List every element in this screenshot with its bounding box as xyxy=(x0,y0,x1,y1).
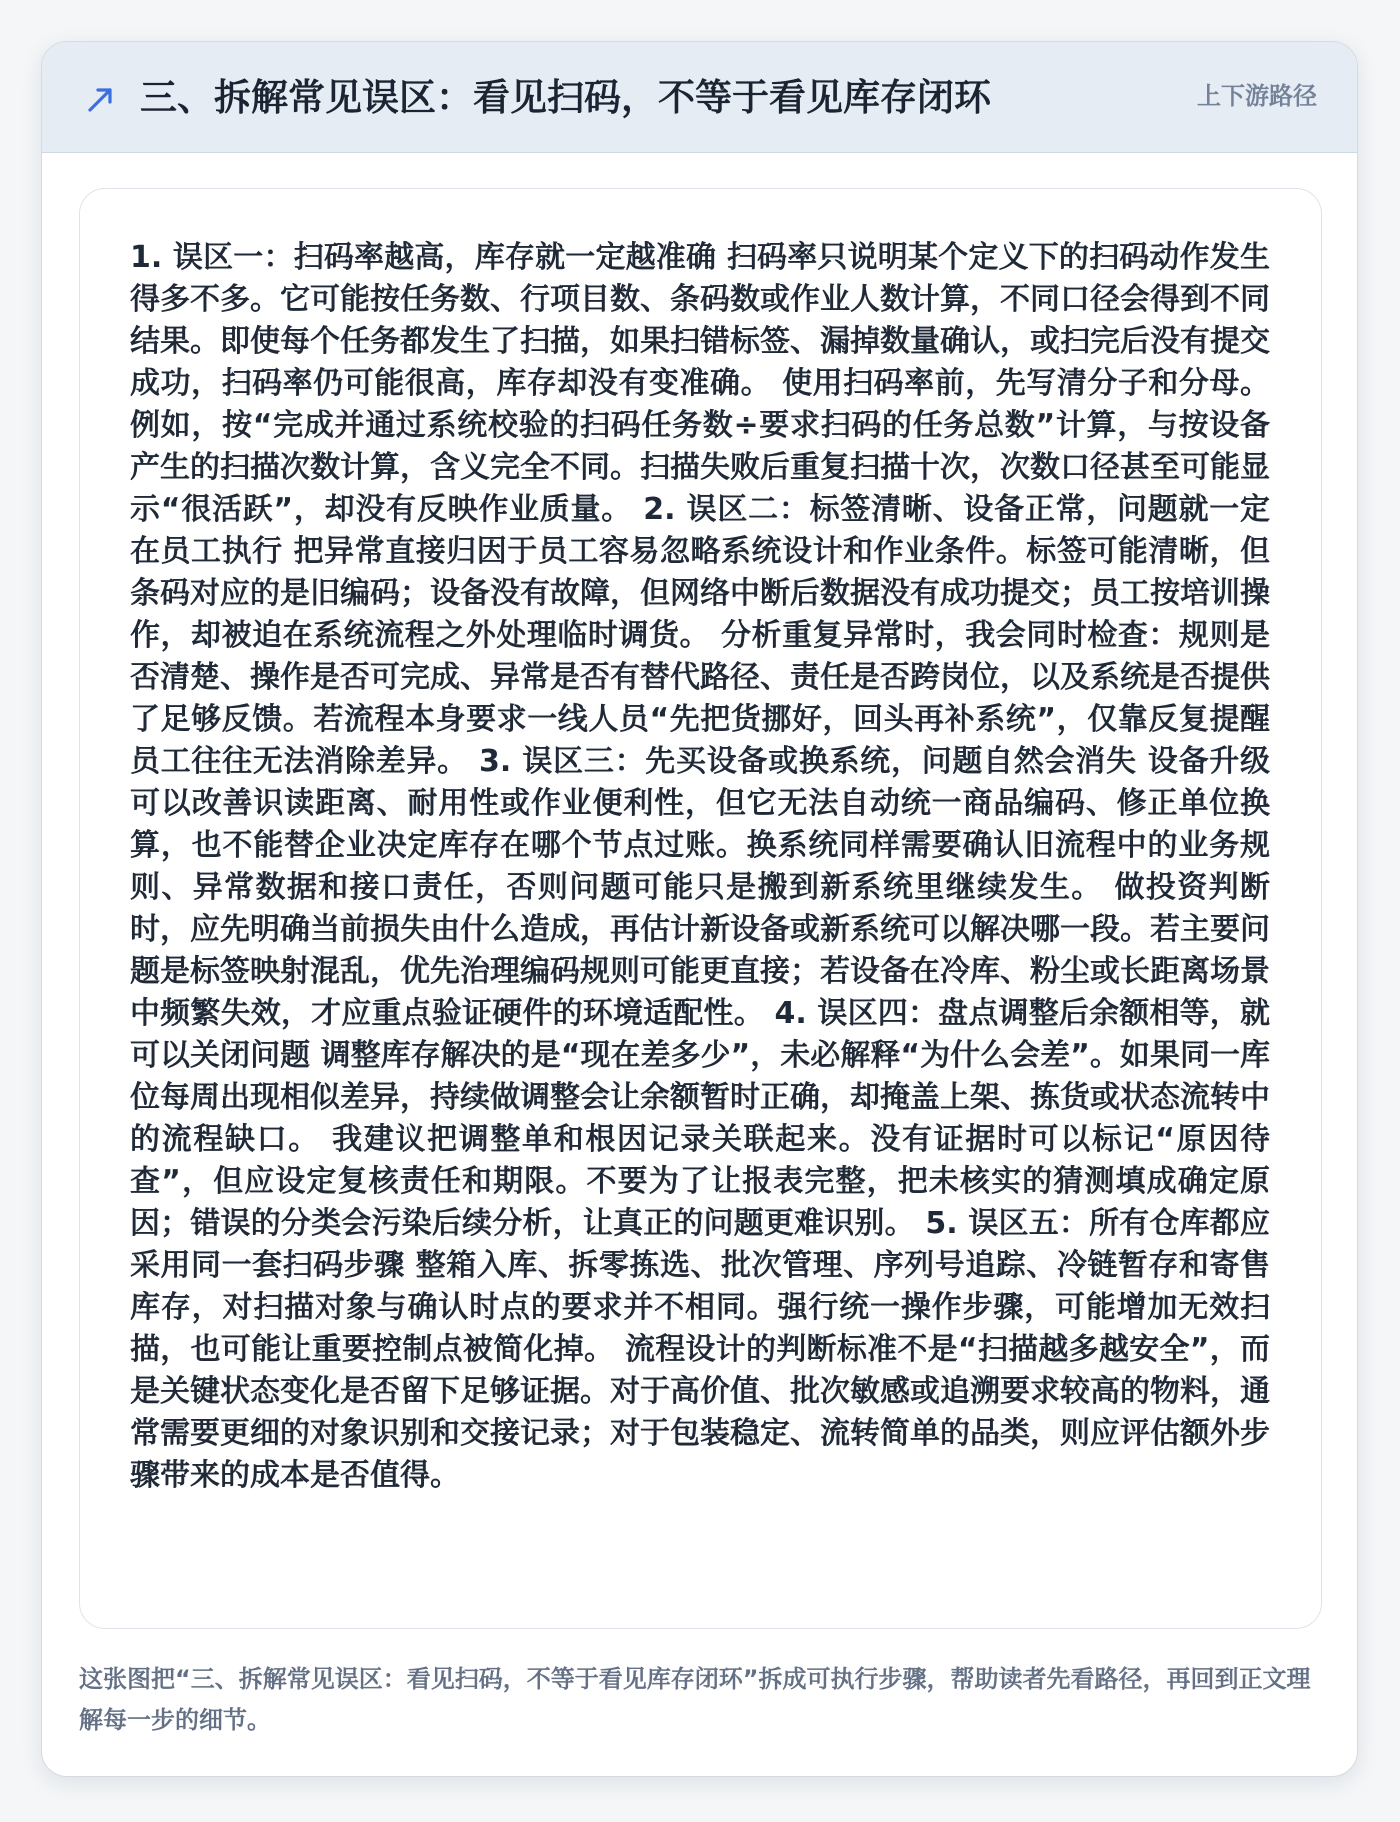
article-card xyxy=(41,41,1358,1777)
section-title: 三、拆解常见误区：看见扫码，不等于看见库存闭环 xyxy=(140,76,991,119)
card-header xyxy=(42,42,1357,153)
body-text: 1. 误区一：扫码率越高，库存就一定越准确 扫码率只说明某个定义下的扫码动作发生得多不多。它可能按任务数、行项目数、条码数或作业人数计算，不同口径会得到不同结果。即使每个任务都发生了扫描，如果扫错标签、漏掉数量确认，或扫完后没有提交成功，扫码率仍可能很高，库存却没有变准确。 使用扫码率前，先写清分子和分母。例如，按“完成并通过系统校验的扫码任务数÷要求扫码的任务总数”计算，与按设备产生的扫描次数计算，含义完全不同。扫描失败后重复扫描十次，次数口径甚至可能显示“很活跃”，却没有反映作业质量。 2. 误区二：标签清晰、设备正常，问题就一定在员工执行 把异常直接归因于员工容易忽略系统设计和作业条件。标签可能清晰，但条码对应的是旧编码；设备没有故障，但网络中断后数据没有成功提交；员工按培训操作，却被迫在系统流程之外处理临时调货。 分析重复异常时，我会同时检查：规则是否清楚、操作是否可完成、异常是否有替代路径、责任是否跨岗位，以及系统是否提供了足够反馈。若流程本身要求一线人员“先把货挪好，回头再补系统”，仅靠反复提醒员工往往无法消除差异。 3. 误区三：先买设备或换系统，问题自然会消失 设备升级可以改善识读距离、耐用性或作业便利性，但它无法自动统一商品编码、修正单位换算，也不能替企业决定库存在哪个节点过账。换系统同样需要确认旧流程中的业务规则、异常数据和接口责任，否则问题可能只是搬到新系统里继续发生。 做投资判断时，应先明确当前损失由什么造成，再估计新设备或新系统可以解决哪一段。若主要问题是标签映射混乱，优先治理编码规则可能更直接；若设备在冷库、粉尘或长距离场景中频繁失效，才应重点验证硬件的环境适配性。 4. 误区四：盘点调整后余额相等，就可以关闭问题 调整库存解决的是“现在差多少”，未必解释“为什么会差”。如果同一库位每周出现相似差异，持续做调整会让余额暂时正确，却掩盖上架、拣货或状态流转中的流程缺口。 我建议把调整单和根因记录关联起来。没有证据时可以标记“原因待查”，但应设定复核责任和期限。不要为了让报表完整，把未核实的猜测填成确定原因；错误的分类会污染后续分析，让真正的问题更难识别。 5. 误区五：所有仓库都应采用同一套扫码步骤 整箱入库、拆零拣选、批次管理、序列号追踪、冷链暂存和寄售库存，对扫描对象与确认时点的要求并不相同。强行统一操作步骤，可能增加无效扫描，也可能让重要控制点被简化掉。 流程设计的判断标准不是“扫描越多越安全”，而是关键状态变化是否留下足够证据。对于高价值、批次敏感或追溯要求较高的物料，通常需要更细的对象识别和交接记录；对于包装稳定、流转简单的品类，则应评估额外步骤带来的成本是否值得。 xyxy=(130,240,1270,1493)
figure-caption: 这张图把“三、拆解常见误区：看见扫码，不等于看见库存闭环”拆成可执行步骤，帮助读者先看路径，再回到正文理解每一步的细节。 xyxy=(79,1665,1311,1734)
trend-arrow-icon xyxy=(86,84,116,114)
section-tag: 上下游路径 xyxy=(1197,82,1317,110)
content-box xyxy=(79,188,1322,1629)
